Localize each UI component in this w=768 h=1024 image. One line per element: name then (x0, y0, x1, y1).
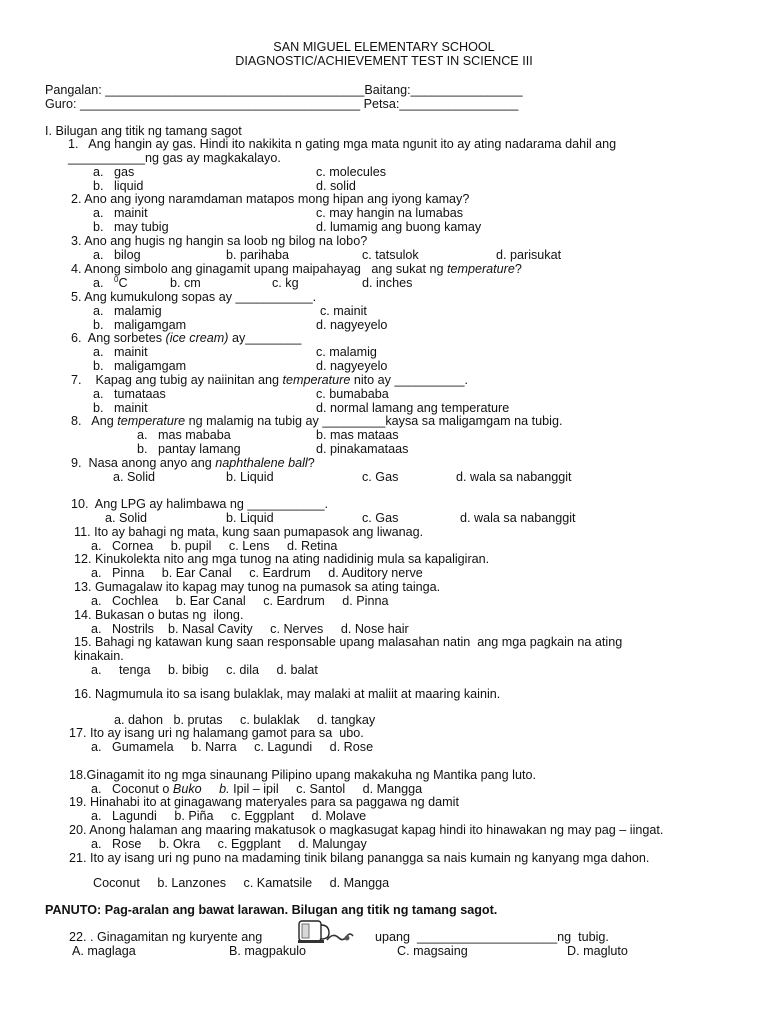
option: c. may hangin na lumabas (316, 206, 464, 220)
question-21: 21. Ito ay isang uri ng puno na madaming tinik bilang panangga sa nais kumain ng kanyang mga dahon. (69, 851, 650, 865)
options-row: a. Cornea b. pupil c. Lens d. Retina (91, 539, 338, 553)
option: d. wala sa nabanggit (456, 470, 572, 484)
test-title: DIAGNOSTIC/ACHIEVEMENT TEST IN SCIENCE III (235, 54, 533, 68)
question-15: 15. Bahagi ng katawan kung saan responsable upang malasahan natin ang mga pagkain na ating (74, 635, 623, 649)
options-row: a. dahon b. prutas c. bulaklak d. tangkay (114, 713, 376, 727)
option: c. mainit (320, 304, 367, 318)
question-11: 11. Ito ay bahagi ng mata, kung saan pumapasok ang liwanag. (74, 525, 424, 539)
options-row: a. tenga b. bibig c. dila d. balat (91, 663, 318, 677)
question-20: 20. Anong halaman ang maaring makatusok o magkasugat kapag hindi ito hinawakan ng may pag – iingat. (69, 823, 664, 837)
options-row: a. Nostrils b. Nasal Cavity c. Nerves d. Nose hair (91, 622, 409, 636)
electric-kettle-icon (297, 918, 357, 944)
option: b. Liquid (226, 511, 274, 525)
option: b. pantay lamang (137, 442, 241, 456)
question-5: 5. Ang kumukulong sopas ay ___________. (71, 290, 317, 304)
question-1: 1. Ang hangin ay gas. Hindi ito nakikita n gating mga mata ngunit ito ay ating nadarama dahil ang (68, 137, 617, 151)
option: a. $^0$C (93, 274, 128, 290)
option: c. bumababa (316, 387, 389, 401)
option: c. kg (272, 276, 299, 290)
option: d. parisukat (496, 248, 562, 262)
option: c. malamig (316, 345, 377, 359)
option: c. tatsulok (362, 248, 419, 262)
pangalan-line: Pangalan: _____________________________________Baitang:________________ (45, 83, 523, 97)
option: a. mainit (93, 345, 148, 359)
question-22-cont: upang ____________________ng tubig. (375, 930, 609, 944)
options-row: a. Lagundi b. Piña c. Eggplant d. Molave (91, 809, 367, 823)
option: b. cm (170, 276, 201, 290)
question-2: 2. Ano ang iyong naramdaman matapos mong hipan ang iyong kamay? (71, 192, 470, 206)
question-4: 4. Anong simbolo ang ginagamit upang maipahayag ang sukat ng temperature? (71, 262, 522, 276)
option: d. pinakamataas (316, 442, 409, 456)
option: d. wala sa nabanggit (460, 511, 576, 525)
option: d. nagyeyelo (316, 318, 388, 332)
option: D. magluto (567, 944, 628, 958)
option: d. inches (362, 276, 413, 290)
option: b. maligamgam (93, 359, 187, 373)
question-6: 6. Ang sorbetes (ice cream) ay________ (71, 331, 302, 345)
option: b. may tubig (93, 220, 169, 234)
question-9: 9. Nasa anong anyo ang naphthalene ball? (71, 456, 315, 470)
option: a. gas (93, 165, 135, 179)
option: d. lumamig ang buong kamay (316, 220, 482, 234)
option: c. molecules (316, 165, 386, 179)
options-row: a. Pinna b. Ear Canal c. Eardrum d. Auditory nerve (91, 566, 423, 580)
option: a. malamig (93, 304, 162, 318)
question-10: 10. Ang LPG ay halimbawa ng ___________. (71, 497, 328, 511)
question-22: 22. . Ginagamitan ng kuryente ang (69, 930, 263, 944)
option: c. Gas (362, 470, 399, 484)
options-row: a. Coconut o Buko b. Ipil – ipil c. Santol d. Mangga (91, 782, 423, 796)
option: b. parihaba (226, 248, 290, 262)
option: d. nagyeyelo (316, 359, 388, 373)
option: b. mainit (93, 401, 148, 415)
option: b. maligamgam (93, 318, 187, 332)
panuto-instruction: PANUTO: Pag-aralan ang bawat larawan. Bilugan ang titik ng tamang sagot. (45, 903, 498, 917)
option: a. Solid (105, 511, 148, 525)
option: a. bilog (93, 248, 141, 262)
section-instruction: I. Bilugan ang titik ng tamang sagot (45, 124, 242, 138)
option: b. liquid (93, 179, 144, 193)
question-18: 18.Ginagamit ito ng mga sinaunang Pilipino upang makakuha ng Mantika pang luto. (69, 768, 536, 782)
question-13: 13. Gumagalaw ito kapag may tunog na pumasok sa ating tainga. (74, 580, 441, 594)
option: B. magpakulo (229, 944, 307, 958)
option: a. mainit (93, 206, 148, 220)
question-15-cont: kinakain. (74, 649, 124, 663)
options-row: a. Rose b. Okra c. Eggplant d. Malungay (91, 837, 367, 851)
question-7: 7. Kapag ang tubig ay naiinitan ang temperature nito ay __________. (71, 373, 469, 387)
option: A. maglaga (72, 944, 136, 958)
options-row: a. Gumamela b. Narra c. Lagundi d. Rose (91, 740, 374, 754)
option: d. normal lamang ang temperature (316, 401, 510, 415)
option: a. Solid (113, 470, 156, 484)
question-8: 8. Ang temperature ng malamig na tubig ay _________kaysa sa maligamgam na tubig. (71, 414, 563, 428)
question-17: 17. Ito ay isang uri ng halamang gamot para sa ubo. (69, 726, 364, 740)
guro-line: Guro: ________________________________________ Petsa:_________________ (45, 97, 519, 111)
question-16: 16. Nagmumula ito sa isang bulaklak, may malaki at maliit at maaring kainin. (74, 687, 501, 701)
question-19: 19. Hinahabi ito at ginagawang materyales para sa paggawa ng damit (69, 795, 459, 809)
question-1-cont: ___________ng gas ay magkakalayo. (68, 151, 281, 165)
question-12: 12. Kinukolekta nito ang mga tunog na ating nadidinig mula sa kapaligiran. (74, 552, 490, 566)
question-14: 14. Bukasan o butas ng ilong. (74, 608, 244, 622)
option: a. tumataas (93, 387, 166, 401)
school-name: SAN MIGUEL ELEMENTARY SCHOOL (273, 40, 495, 54)
option: b. Liquid (226, 470, 274, 484)
options-row: Coconut b. Lanzones c. Kamatsile d. Mangga (93, 876, 390, 890)
options-row: a. Cochlea b. Ear Canal c. Eardrum d. Pinna (91, 594, 389, 608)
option: a. mas mababa (137, 428, 231, 442)
option: b. mas mataas (316, 428, 399, 442)
option: C. magsaing (397, 944, 468, 958)
question-3: 3. Ano ang hugis ng hangin sa loob ng bilog na lobo? (71, 234, 368, 248)
option: c. Gas (362, 511, 399, 525)
option: d. solid (316, 179, 356, 193)
